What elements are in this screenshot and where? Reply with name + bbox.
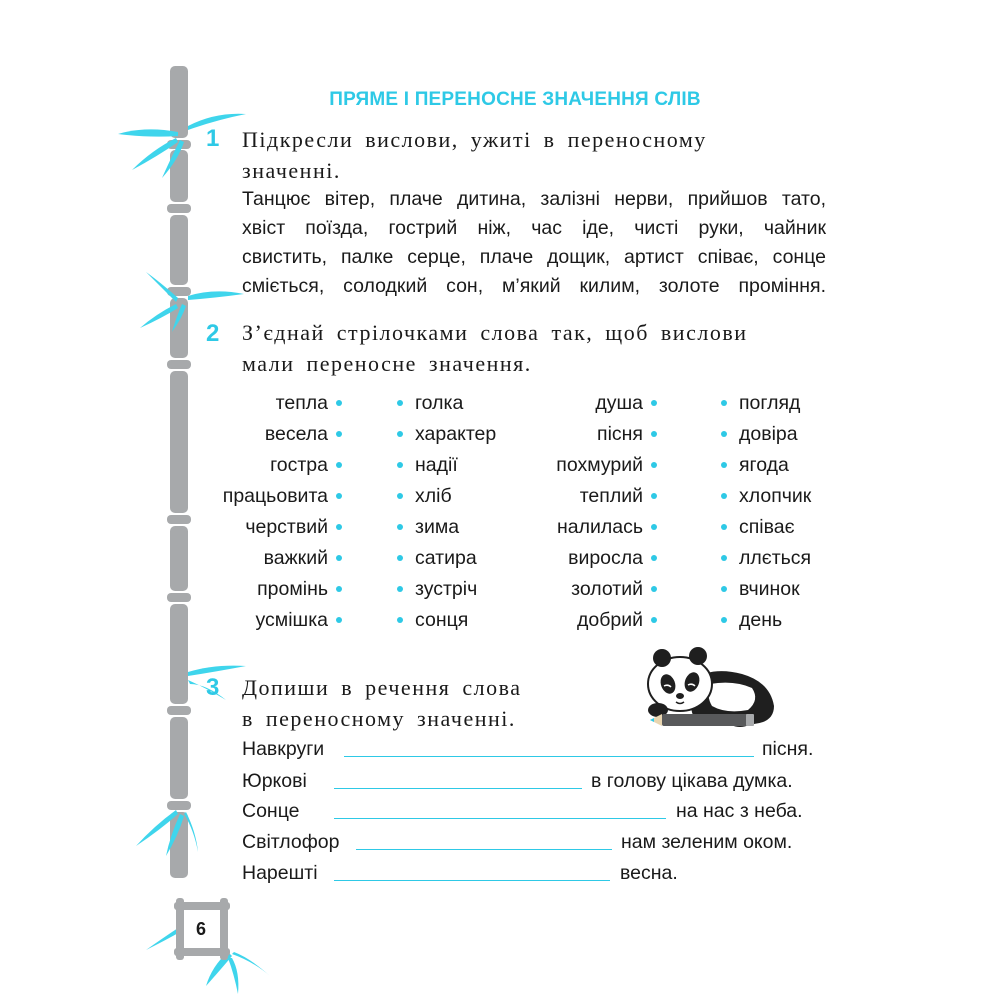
match-word[interactable]: день [721, 605, 921, 636]
task-3-number: 3 [206, 674, 220, 701]
task-2-number: 2 [206, 320, 220, 347]
match-word[interactable]: голка [397, 388, 597, 419]
match-word[interactable]: хлопчик [721, 481, 921, 512]
connector-dot[interactable] [721, 493, 727, 499]
match-word[interactable]: усмішка [142, 605, 342, 636]
match-word[interactable]: погляд [721, 388, 921, 419]
task-1-prompt-line: Підкресли вислови, ужиті в переносному [242, 127, 707, 152]
answer-blank[interactable] [356, 849, 612, 850]
connector-dot[interactable] [336, 617, 342, 623]
connector-dot[interactable] [397, 462, 403, 468]
connector-dot[interactable] [336, 555, 342, 561]
page-number: 6 [195, 919, 206, 939]
connector-dot[interactable] [336, 493, 342, 499]
match-word[interactable]: пісня [457, 419, 657, 450]
task-1-prompt-line: значенні. [242, 158, 341, 183]
sentence-row [242, 858, 832, 888]
match-word[interactable]: гостра [142, 450, 342, 481]
connector-dot[interactable] [397, 493, 403, 499]
paragraph-line: сміється, солодкий сон, м’який килим, золоте проміння. [242, 275, 826, 297]
task-3-prompt [242, 672, 521, 734]
task-2-prompt-line: З’єднай стрілочками слова так, щоб вислови [242, 320, 748, 345]
sentence-start: Сонце [242, 800, 300, 822]
sentence-end: в голову цікава думка. [591, 770, 793, 792]
connector-dot[interactable] [721, 617, 727, 623]
match-word[interactable]: весела [142, 419, 342, 450]
task-1-paragraph [242, 185, 826, 301]
connector-dot[interactable] [397, 431, 403, 437]
connector-dot[interactable] [651, 431, 657, 437]
sentence-end: пісня. [762, 738, 814, 760]
match-word[interactable]: сатира [397, 543, 597, 574]
match-word[interactable]: виросла [457, 543, 657, 574]
connector-dot[interactable] [651, 586, 657, 592]
connector-dot[interactable] [721, 586, 727, 592]
task-3-prompt-line: Допиши в речення слова [242, 675, 522, 700]
pencil-icon [650, 714, 754, 726]
connector-dot[interactable] [397, 524, 403, 530]
connector-dot[interactable] [336, 586, 342, 592]
match-word[interactable]: душа [457, 388, 657, 419]
match-word[interactable]: добрий [457, 605, 657, 636]
connector-dot[interactable] [397, 555, 403, 561]
connector-dot[interactable] [336, 462, 342, 468]
connector-dot[interactable] [651, 555, 657, 561]
sentence-end: на нас з неба. [676, 800, 803, 822]
sentence-start: Світлофор [242, 831, 340, 853]
connector-dot[interactable] [651, 400, 657, 406]
page-title: ПРЯМЕ І ПЕРЕНОСНЕ ЗНАЧЕННЯ СЛІВ [329, 89, 701, 110]
answer-blank[interactable] [334, 818, 666, 819]
match-word[interactable]: співає [721, 512, 921, 543]
sentence-start: Нарешті [242, 862, 318, 884]
connector-dot[interactable] [721, 462, 727, 468]
match-word[interactable]: зустріч [397, 574, 597, 605]
match-word[interactable]: ллється [721, 543, 921, 574]
connector-dot[interactable] [336, 400, 342, 406]
match-word[interactable]: хліб [397, 481, 597, 512]
match-word[interactable]: тепла [142, 388, 342, 419]
task-2-prompt [242, 317, 747, 379]
match-word[interactable]: промінь [142, 574, 342, 605]
match-word[interactable]: зима [397, 512, 597, 543]
paragraph-line: хвіст поїзда, гострий ніж, час іде, чисті руки, чайник [242, 217, 826, 239]
answer-blank[interactable] [344, 756, 754, 757]
sentence-row [242, 827, 832, 857]
sentence-row [242, 766, 832, 796]
connector-dot[interactable] [651, 524, 657, 530]
match-word[interactable]: ягода [721, 450, 921, 481]
match-word[interactable]: працьовита [142, 481, 342, 512]
panda-illustration [636, 640, 786, 732]
connector-dot[interactable] [651, 493, 657, 499]
match-word[interactable]: черствий [142, 512, 342, 543]
match-word[interactable]: сонця [397, 605, 597, 636]
match-column-3 [457, 388, 657, 636]
sentence-start: Навкруги [242, 738, 325, 760]
paragraph-line: свистить, палке серце, плаче дощик, артист співає, сонце [242, 246, 826, 268]
connector-dot[interactable] [721, 431, 727, 437]
answer-blank[interactable] [334, 880, 610, 881]
paragraph-line: Танцює вітер, плаче дитина, залізні нерви, прийшов тато, [242, 188, 826, 210]
sentence-end: весна. [620, 862, 678, 884]
match-word[interactable]: налилась [457, 512, 657, 543]
task-3-prompt-line: в переносному значенні. [242, 706, 516, 731]
match-word[interactable]: золотий [457, 574, 657, 605]
match-word[interactable]: надії [397, 450, 597, 481]
connector-dot[interactable] [397, 617, 403, 623]
connector-dot[interactable] [721, 524, 727, 530]
connector-dot[interactable] [336, 431, 342, 437]
connector-dot[interactable] [651, 617, 657, 623]
task-1-number: 1 [206, 125, 220, 152]
task-2-prompt-line: мали переносне значення. [242, 351, 532, 376]
match-word[interactable]: вчинок [721, 574, 921, 605]
connector-dot[interactable] [721, 400, 727, 406]
match-word[interactable]: важкий [142, 543, 342, 574]
connector-dot[interactable] [397, 586, 403, 592]
match-column-1 [142, 388, 342, 636]
match-column-4 [721, 388, 921, 636]
match-word[interactable]: довіра [721, 419, 921, 450]
connector-dot[interactable] [721, 555, 727, 561]
connector-dot[interactable] [651, 462, 657, 468]
match-word[interactable]: похмурий [457, 450, 657, 481]
match-word[interactable]: характер [397, 419, 597, 450]
connector-dot[interactable] [397, 400, 403, 406]
sentence-row [242, 734, 832, 764]
task-1-prompt [242, 124, 707, 186]
connector-dot[interactable] [336, 524, 342, 530]
sentence-start: Юркові [242, 770, 307, 792]
sentence-row [242, 796, 832, 826]
match-word[interactable]: теплий [457, 481, 657, 512]
sentence-end: нам зеленим оком. [621, 831, 793, 853]
answer-blank[interactable] [334, 788, 582, 789]
